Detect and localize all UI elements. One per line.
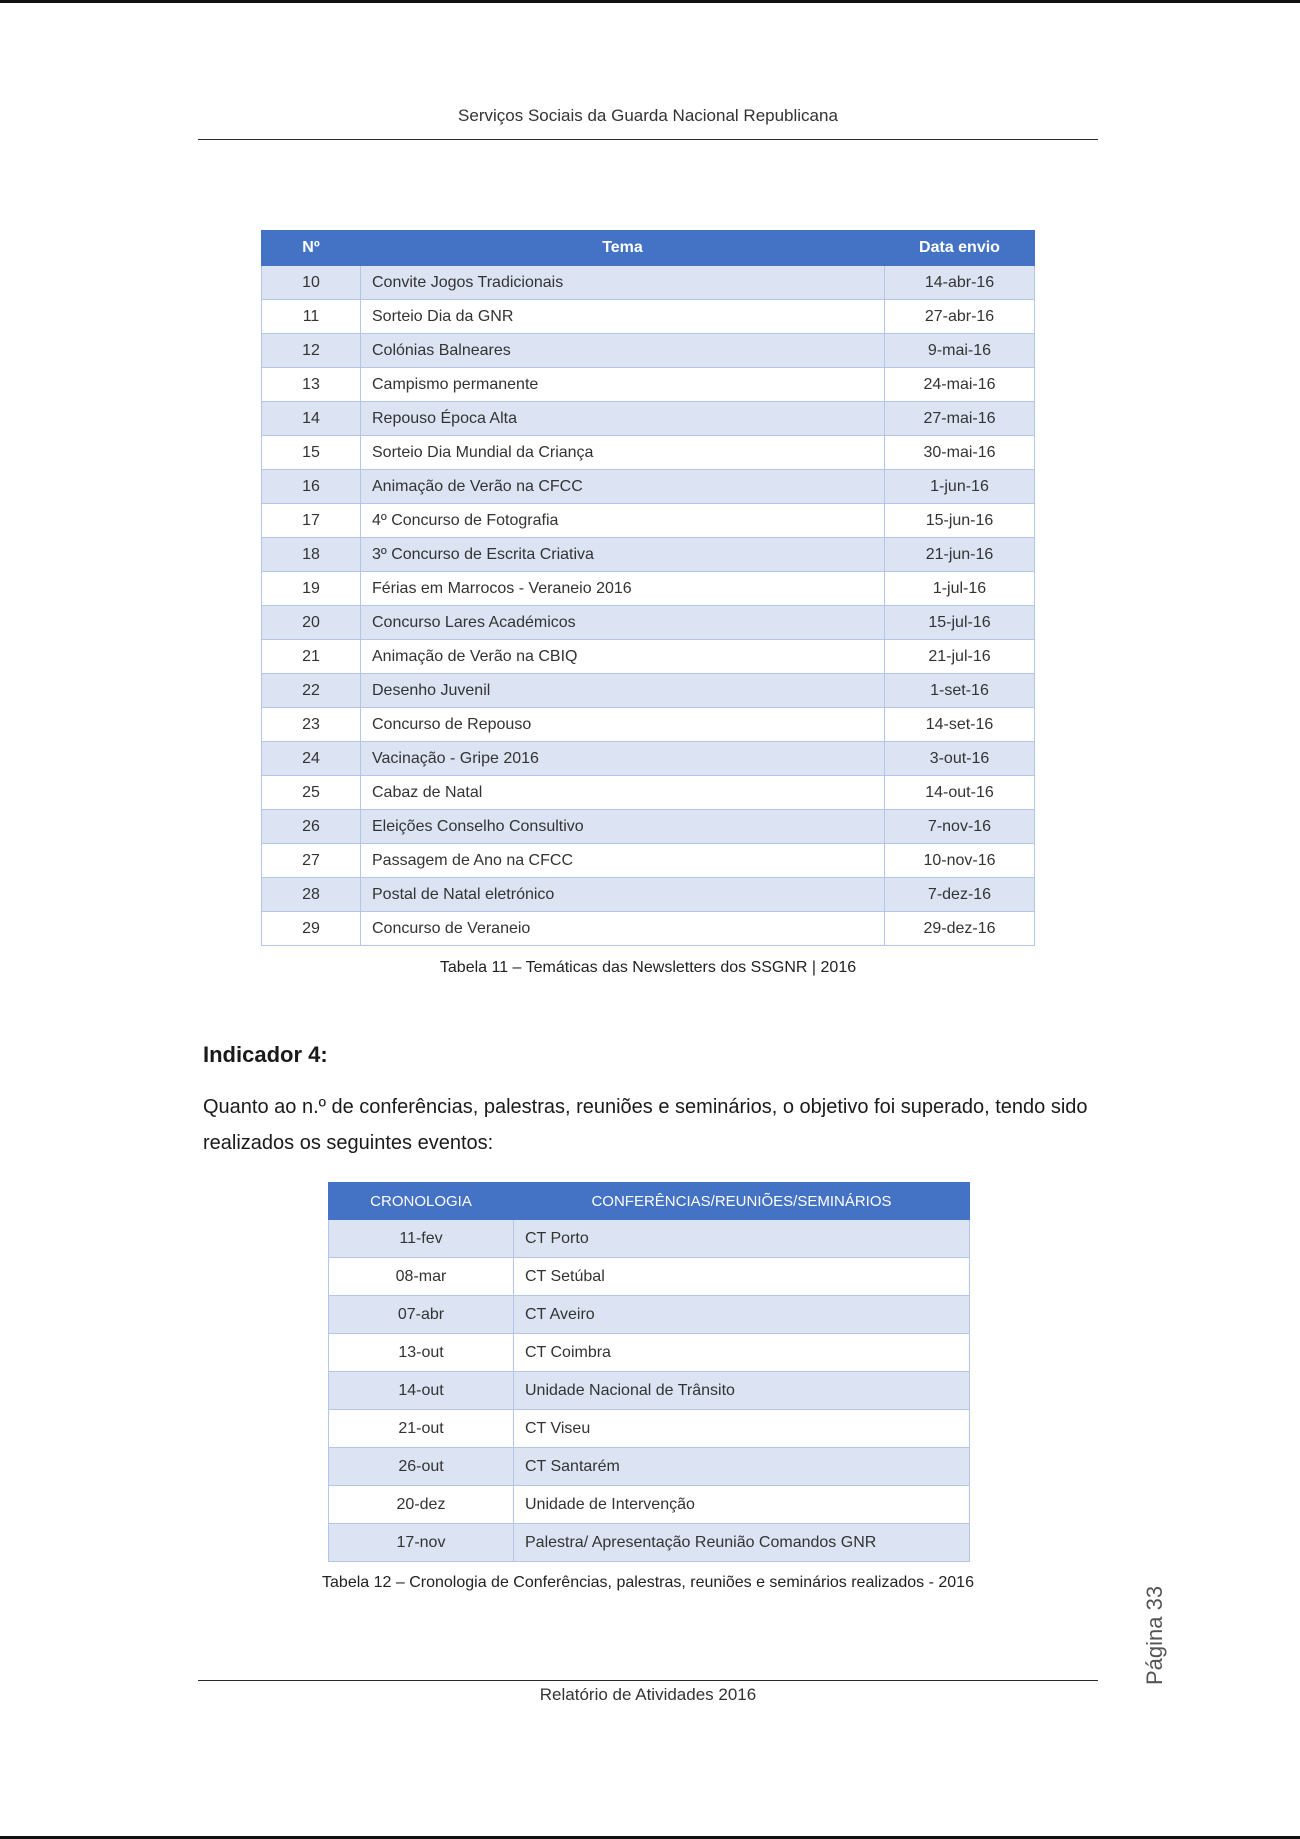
cell-evento: Unidade Nacional de Trânsito: [514, 1372, 970, 1410]
cell-cronologia: 11-fev: [329, 1220, 514, 1258]
table-row: [329, 1524, 970, 1562]
cell-data: 29-dez-16: [885, 912, 1035, 946]
cell-num: 22: [262, 674, 361, 708]
cell-data: 1-set-16: [885, 674, 1035, 708]
cell-data: 14-abr-16: [885, 266, 1035, 300]
table-12-caption: Tabela 12 – Cronologia de Conferências, palestras, reuniões e seminários realizados - 2016: [322, 1574, 974, 1591]
cell-num: 28: [262, 878, 361, 912]
cell-tema: Campismo permanente: [361, 368, 885, 402]
header-divider: [198, 139, 1098, 140]
cell-num: 26: [262, 810, 361, 844]
table-row: [262, 436, 1035, 470]
cell-tema: Animação de Verão na CBIQ: [361, 640, 885, 674]
cell-num: 14: [262, 402, 361, 436]
cell-num: 23: [262, 708, 361, 742]
table-row: [262, 640, 1035, 674]
column-header-tema: Tema: [361, 231, 885, 266]
table-row: [262, 776, 1035, 810]
table-11-caption: Tabela 11 – Temáticas das Newsletters dos SSGNR | 2016: [439, 959, 857, 976]
cell-data: 30-mai-16: [885, 436, 1035, 470]
cell-data: 3-out-16: [885, 742, 1035, 776]
cell-evento: Palestra/ Apresentação Reunião Comandos GNR: [514, 1524, 970, 1562]
cell-tema: Cabaz de Natal: [361, 776, 885, 810]
table-row: [329, 1448, 970, 1486]
table-row: [262, 538, 1035, 572]
cell-tema: Concurso de Veraneio: [361, 912, 885, 946]
table-row: [329, 1410, 970, 1448]
cell-cronologia: 07-abr: [329, 1296, 514, 1334]
cell-data: 15-jun-16: [885, 504, 1035, 538]
table-row: [262, 572, 1035, 606]
cell-num: 12: [262, 334, 361, 368]
cell-tema: Sorteio Dia Mundial da Criança: [361, 436, 885, 470]
cell-evento: CT Santarém: [514, 1448, 970, 1486]
column-header-data: Data envio: [885, 231, 1035, 266]
table-row: [262, 878, 1035, 912]
cell-cronologia: 20-dez: [329, 1486, 514, 1524]
table-row: [329, 1334, 970, 1372]
cell-num: 13: [262, 368, 361, 402]
cell-data: 1-jul-16: [885, 572, 1035, 606]
cell-num: 27: [262, 844, 361, 878]
cell-num: 17: [262, 504, 361, 538]
cell-num: 25: [262, 776, 361, 810]
cell-cronologia: 08-mar: [329, 1258, 514, 1296]
cell-tema: Concurso de Repouso: [361, 708, 885, 742]
cell-tema: Sorteio Dia da GNR: [361, 300, 885, 334]
page-number: Página 33: [1142, 1585, 1167, 1685]
table-row: [329, 1296, 970, 1334]
cell-evento: CT Porto: [514, 1220, 970, 1258]
cell-cronologia: 14-out: [329, 1372, 514, 1410]
cell-tema: Passagem de Ano na CFCC: [361, 844, 885, 878]
scan-top-border: [0, 0, 1300, 3]
cell-data: 15-jul-16: [885, 606, 1035, 640]
column-header-num: Nº: [262, 231, 361, 266]
indicator-title: Indicador 4:: [203, 1042, 328, 1067]
cell-cronologia: 17-nov: [329, 1524, 514, 1562]
cell-cronologia: 21-out: [329, 1410, 514, 1448]
cell-tema: Convite Jogos Tradicionais: [361, 266, 885, 300]
cell-tema: 3º Concurso de Escrita Criativa: [361, 538, 885, 572]
cell-data: 24-mai-16: [885, 368, 1035, 402]
table-row: [329, 1258, 970, 1296]
cell-tema: Repouso Época Alta: [361, 402, 885, 436]
table-header-row: [262, 231, 1035, 266]
column-header-cronologia: CRONOLOGIA: [329, 1183, 514, 1220]
cell-tema: Animação de Verão na CFCC: [361, 470, 885, 504]
cell-num: 10: [262, 266, 361, 300]
table-row: [262, 708, 1035, 742]
table-row: [329, 1486, 970, 1524]
table-row: [262, 674, 1035, 708]
table-row: [262, 334, 1035, 368]
cell-num: 21: [262, 640, 361, 674]
table-row: [262, 300, 1035, 334]
cell-num: 20: [262, 606, 361, 640]
cell-data: 14-out-16: [885, 776, 1035, 810]
cell-data: 10-nov-16: [885, 844, 1035, 878]
cell-num: 15: [262, 436, 361, 470]
cell-data: 27-mai-16: [885, 402, 1035, 436]
cell-tema: 4º Concurso de Fotografia: [361, 504, 885, 538]
cell-num: 24: [262, 742, 361, 776]
table-row: [262, 266, 1035, 300]
table-row: [262, 470, 1035, 504]
cell-tema: Férias em Marrocos - Veraneio 2016: [361, 572, 885, 606]
cell-num: 16: [262, 470, 361, 504]
table-row: [262, 844, 1035, 878]
table-row: [262, 606, 1035, 640]
cell-tema: Colónias Balneares: [361, 334, 885, 368]
cell-data: 1-jun-16: [885, 470, 1035, 504]
events-table: [328, 1182, 970, 1562]
table-row: [262, 810, 1035, 844]
table-row: [262, 402, 1035, 436]
cell-num: 29: [262, 912, 361, 946]
cell-data: 7-dez-16: [885, 878, 1035, 912]
cell-tema: Eleições Conselho Consultivo: [361, 810, 885, 844]
cell-num: 11: [262, 300, 361, 334]
table-row: [262, 742, 1035, 776]
cell-evento: CT Aveiro: [514, 1296, 970, 1334]
cell-tema: Concurso Lares Académicos: [361, 606, 885, 640]
table-row: [329, 1220, 970, 1258]
cell-evento: CT Setúbal: [514, 1258, 970, 1296]
cell-data: 7-nov-16: [885, 810, 1035, 844]
table-row: [262, 368, 1035, 402]
page-header: Serviços Sociais da Guarda Nacional Republicana: [458, 106, 838, 125]
cell-data: 27-abr-16: [885, 300, 1035, 334]
table-row: [262, 504, 1035, 538]
cell-tema: Vacinação - Gripe 2016: [361, 742, 885, 776]
column-header-conferencias: CONFERÊNCIAS/REUNIÕES/SEMINÁRIOS: [514, 1183, 970, 1220]
cell-data: 9-mai-16: [885, 334, 1035, 368]
cell-cronologia: 26-out: [329, 1448, 514, 1486]
cell-evento: CT Viseu: [514, 1410, 970, 1448]
table-row: [329, 1372, 970, 1410]
cell-data: 21-jul-16: [885, 640, 1035, 674]
cell-evento: Unidade de Intervenção: [514, 1486, 970, 1524]
cell-evento: CT Coimbra: [514, 1334, 970, 1372]
table-header-row: [329, 1183, 970, 1220]
page-footer: Relatório de Atividades 2016: [539, 1685, 757, 1704]
cell-tema: Postal de Natal eletrónico: [361, 878, 885, 912]
cell-cronologia: 13-out: [329, 1334, 514, 1372]
cell-data: 21-jun-16: [885, 538, 1035, 572]
cell-num: 18: [262, 538, 361, 572]
indicator-paragraph: Quanto ao n.º de conferências, palestras, reuniões e seminários, o objetivo foi superado, tendo sido realizados os seguintes eventos:: [203, 1096, 1088, 1154]
newsletter-table: [261, 230, 1035, 946]
table-row: [262, 912, 1035, 946]
cell-data: 14-set-16: [885, 708, 1035, 742]
footer-divider: [198, 1680, 1098, 1681]
cell-tema: Desenho Juvenil: [361, 674, 885, 708]
cell-num: 19: [262, 572, 361, 606]
